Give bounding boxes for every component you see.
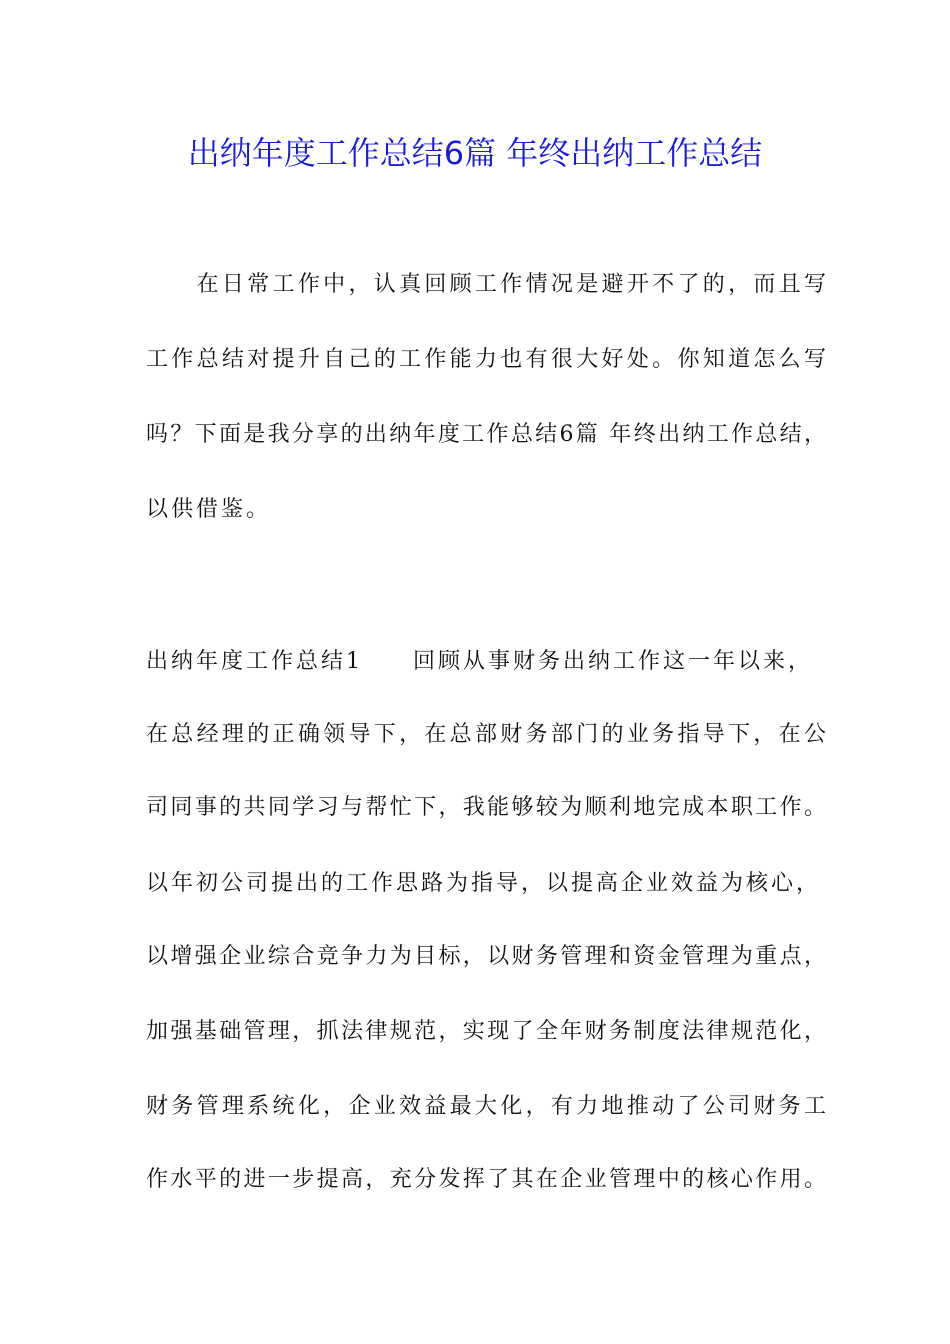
- intro-line: 在日常工作中，认真回顾工作情况是避开不了的，而且写: [146, 272, 826, 297]
- section-line: 在总经理的正确领导下，在总部财务部门的业务指导下，在公: [146, 722, 826, 747]
- document-title: 出纳年度工作总结6篇 年终出纳工作总结: [187, 134, 763, 172]
- intro-line: 工作总结对提升自己的工作能力也有很大好处。你知道怎么写: [146, 347, 826, 372]
- section-line: 财务管理系统化，企业效益最大化，有力地推动了公司财务工: [146, 1094, 826, 1119]
- section-line: 司同事的共同学习与帮忙下，我能够较为顺利地完成本职工作。: [146, 795, 826, 820]
- section-line: 出纳年度工作总结1 回顾从事财务出纳工作这一年以来，: [146, 649, 813, 674]
- intro-line: 吗？下面是我分享的出纳年度工作总结6篇 年终出纳工作总结，: [146, 422, 826, 447]
- section-line: 以增强企业综合竞争力为目标，以财务管理和资金管理为重点，: [146, 944, 826, 969]
- section-line: 作水平的进一步提高，充分发挥了其在企业管理中的核心作用。: [146, 1167, 826, 1192]
- section-line: 加强基础管理，抓法律规范，实现了全年财务制度法律规范化，: [146, 1019, 826, 1044]
- section-line: 以年初公司提出的工作思路为指导，以提高企业效益为核心，: [146, 871, 822, 896]
- intro-line: 以供借鉴。: [146, 497, 272, 522]
